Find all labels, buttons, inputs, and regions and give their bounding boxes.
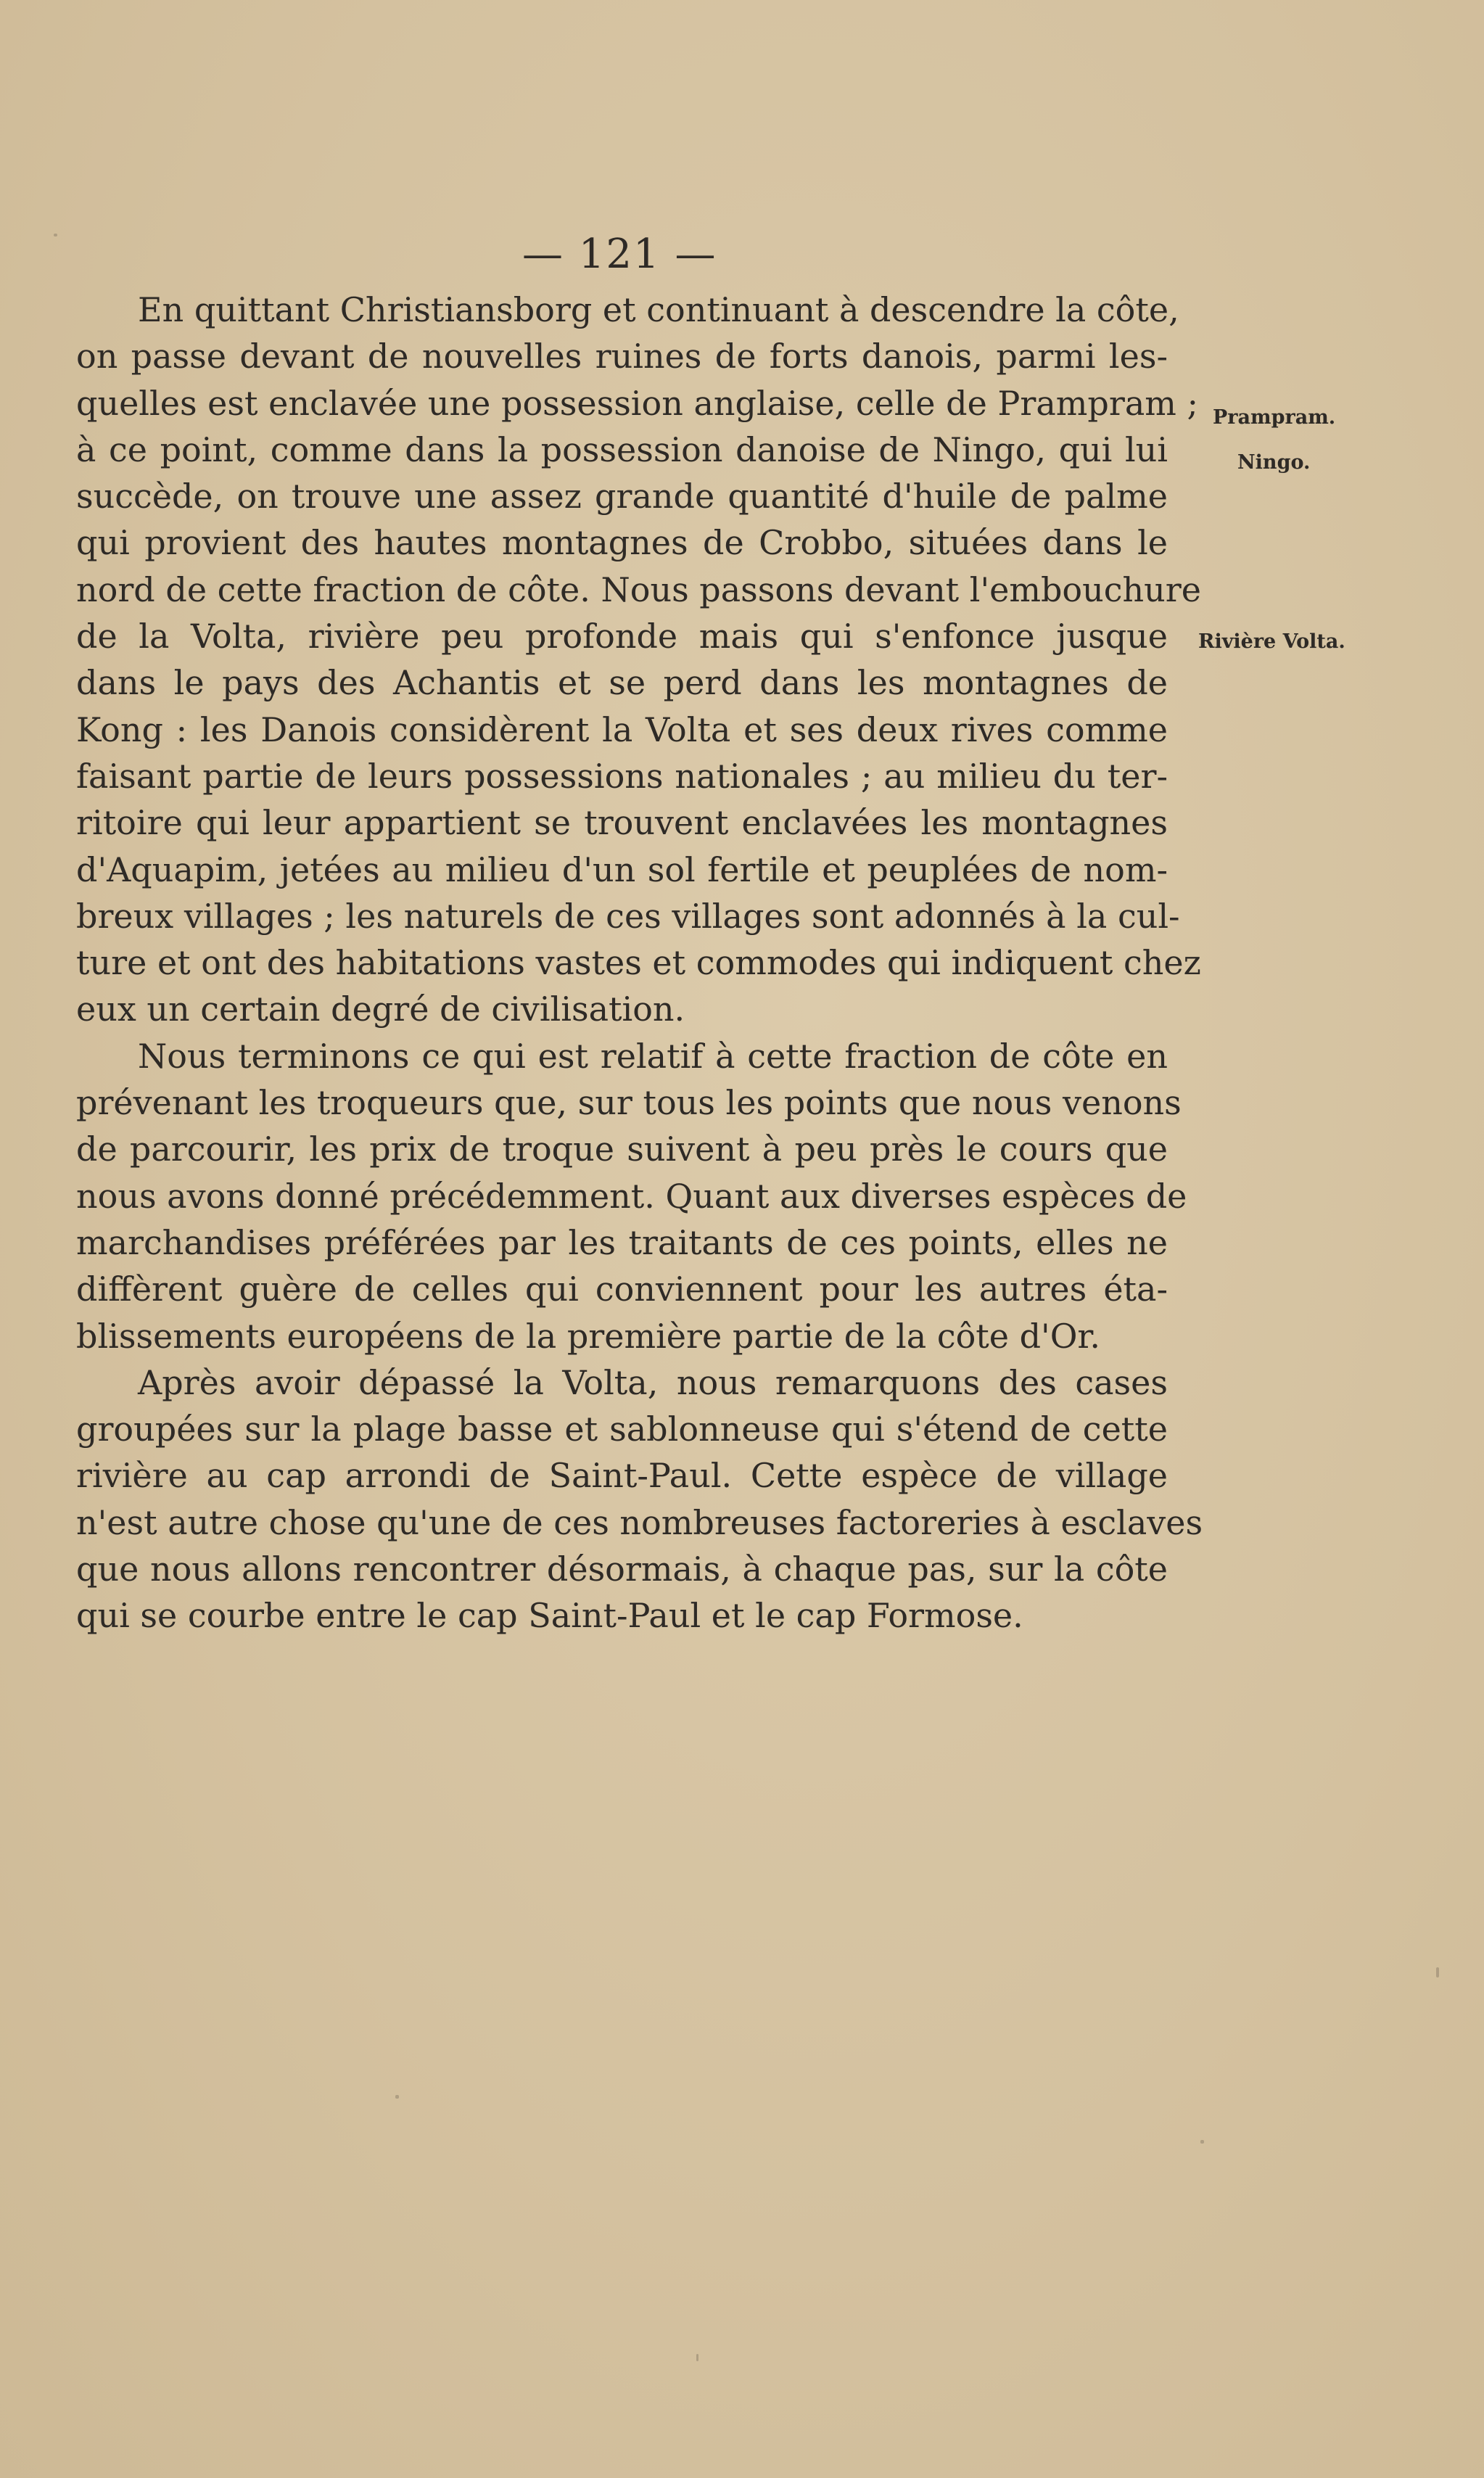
paper-speck	[696, 2354, 698, 2361]
margin-note-ningo: Ningo.	[1237, 451, 1311, 474]
text-line: ture et ont des habitations vastes et commodes qui indiquent chez	[76, 943, 1201, 983]
page-number: — 121 —	[522, 231, 717, 278]
text-line: Nous terminons ce qui est relatif à cette fraction de côte en	[138, 1036, 1168, 1076]
body-text	[76, 287, 1203, 1639]
text-line: Kong : les Danois considèrent la Volta et ses deux rives comme	[76, 709, 1168, 749]
text-line: qui provient des hautes montagnes de Crobbo, situées dans le	[76, 523, 1168, 563]
text-line: n'est autre chose qu'une de ces nombreuses factoreries à esclaves	[76, 1502, 1203, 1542]
text-line: faisant partie de leurs possessions nationales ; au milieu du ter-	[76, 756, 1168, 796]
paper-speck	[395, 2095, 399, 2099]
text-line: qui se courbe entre le cap Saint-Paul et le cap Formose.	[76, 1596, 1023, 1636]
text-line: à ce point, comme dans la possession danoise de Ningo, qui lui	[76, 429, 1168, 469]
text-line: prévenant les troqueurs que, sur tous les points que nous venons	[76, 1083, 1182, 1123]
text-line: succède, on trouve une assez grande quantité d'huile de palme	[76, 477, 1168, 516]
text-line: marchandises préférées par les traitants de ces points, elles ne	[76, 1222, 1168, 1262]
margin-note-prampram: Prampram.	[1213, 406, 1336, 429]
paper-speck	[1200, 2140, 1204, 2144]
text-line: blissements européens de la première partie de la côte d'Or.	[76, 1316, 1100, 1356]
text-line: eux un certain degré de civilisation.	[76, 989, 685, 1029]
text-line: dans le pays des Achantis et se perd dans les montagnes de	[76, 663, 1168, 703]
paper-speck	[54, 234, 57, 236]
text-line: que nous allons rencontrer désormais, à chaque pas, sur la côte	[76, 1549, 1168, 1589]
text-line: nord de cette fraction de côte. Nous passons devant l'embouchure	[76, 569, 1201, 609]
text-line: Après avoir dépassé la Volta, nous remarquons des cases	[138, 1362, 1168, 1402]
text-line: groupées sur la plage basse et sablonneuse qui s'étend de cette	[76, 1409, 1168, 1449]
text-line: de parcourir, les prix de troque suivent à peu près le cours que	[76, 1129, 1168, 1169]
text-line: ritoire qui leur appartient se trouvent enclavées les montagnes	[76, 803, 1168, 843]
text-line: rivière au cap arrondi de Saint-Paul. Cette espèce de village	[76, 1456, 1168, 1496]
text-line: de la Volta, rivière peu profonde mais qui s'enfonce jusque	[76, 617, 1168, 656]
text-line: En quittant Christiansborg et continuant à descendre la côte,	[138, 290, 1179, 329]
text-line: quelles est enclavée une possession anglaise, celle de Prampram ;	[76, 383, 1198, 423]
margin-note-volta: Rivière Volta.	[1198, 630, 1345, 653]
text-line: d'Aquapim, jetées au milieu d'un sol fertile et peuplées de nom-	[76, 849, 1168, 889]
text-line: breux villages ; les naturels de ces villages sont adonnés à la cul-	[76, 896, 1180, 936]
paper-speck	[1436, 1967, 1439, 1977]
text-line: on passe devant de nouvelles ruines de forts danois, parmi les-	[76, 337, 1168, 376]
text-line: diffèrent guère de celles qui conviennent pour les autres éta-	[76, 1269, 1168, 1309]
text-line: nous avons donné précédemment. Quant aux diverses espèces de	[76, 1176, 1187, 1216]
